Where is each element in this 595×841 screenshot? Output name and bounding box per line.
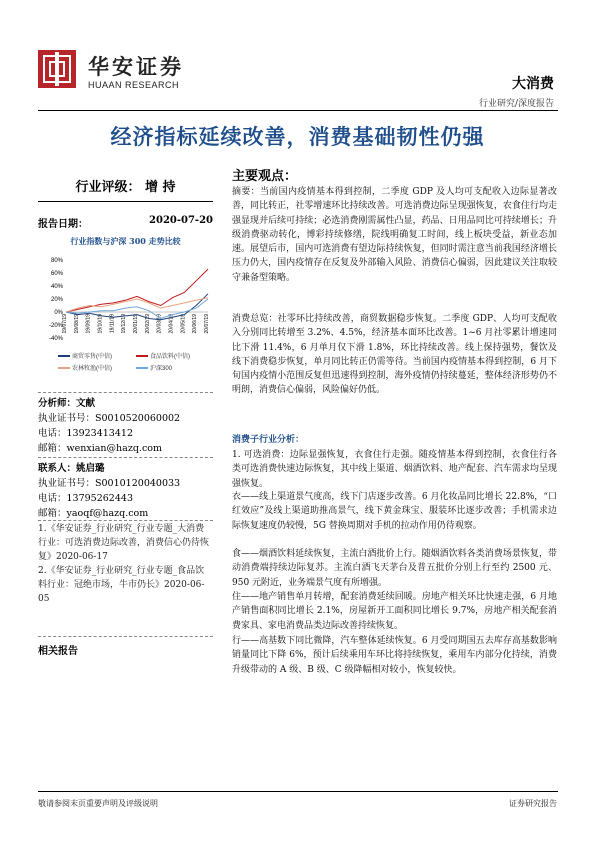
series-line (66, 298, 208, 312)
header-divider (38, 110, 558, 111)
legend-swatch (58, 355, 70, 357)
y-tick-label: -40% (48, 336, 63, 342)
subsector-title: 消费子行业分析： (232, 435, 305, 445)
section-divider (38, 457, 213, 458)
analyst-cert: 执业证书号：S0010520060002 (38, 413, 181, 424)
x-tick-label: 19/09/19 (85, 314, 92, 334)
report-date-value: 2020-07-20 (149, 215, 213, 226)
x-tick-label: 19/07/19 (62, 314, 68, 334)
legend-label: 沪深300 (150, 366, 173, 372)
footer-disclaimer[interactable]: 敬请参阅末页重要声明及评级说明 (38, 799, 158, 808)
related-title: 相关报告 (38, 646, 78, 657)
y-tick-label: 0% (54, 310, 63, 316)
legend-item (136, 363, 172, 372)
y-tick-label: 20% (50, 297, 63, 303)
report-date-row (38, 215, 213, 230)
analyst-block (38, 396, 213, 456)
x-tick-label: 20/07/19 (204, 314, 210, 334)
x-tick-label: 20/04/19 (168, 314, 175, 334)
housing-paragraph: 住——地产销售单月转增，配套消费延续回暖。房地产相关环比快速走强，6 月地产销售面积同比增长 2.1%，房屋新开工面积同比增长 9.7%，房地产相关配套消费家具、家电消费品类边际改善持续恢复。 (232, 592, 557, 631)
footer-divider (38, 791, 558, 792)
index-comparison-chart (38, 250, 213, 350)
x-tick-label: 20/03/19 (156, 314, 163, 334)
x-tick-label: 20/02/19 (144, 314, 151, 334)
related-report-item[interactable]: 2.《华安证券_行业研究_行业专题_食品饮料行业：冠绝市场，牛市仍长》2020-06-05 (38, 566, 205, 604)
section-divider (38, 392, 213, 393)
food-paragraph: 食——烟酒饮料延续恢复，主流白酒批价上行。随烟酒饮料各类消费场景恢复，带动消费端持续边际复苏。主流白酒飞天茅台及普五批价分别上行至约 2500 元、950 元附近，业务端景气度有所增强。 (232, 549, 557, 588)
transport-paragraph: 行——高基数下同比微降，汽车整体延续恢复。6 月受同期国五去库存高基数影响销量同比下降 6%，预计后续乘用车环比将持续恢复，乘用车内部分化持续，消费升级带动的 A 级、B 级、C 级降幅相对较小，恢复较快。 (232, 636, 557, 675)
abstract-paragraph: 摘要：当前国内疫情基本得到控制，二季度 GDP 及人均可支配收入边际显著改善，同比转正，社零增速环比持续改善。可选消费边际呈现强恢复，农食住行均走强显现并后续可持续；必选消费刚需属性凸显，药品、日用品同比可持续增长；升级消费驱动转化，博彩持续修缮，院线明确复工时间，线上板块受益，新业态加速。展望后市，国内可选消费有望边际持续恢复，但同时需注意当前我国经济增长压力仍大，国内疫情存在反复及外部输入风险、消费信心偏弱，因此建议关注取较守兼备型策略。 (232, 187, 557, 283)
x-tick-label: 20/01/19 (133, 314, 139, 334)
legend-label: 食品饮料(中信) (150, 354, 190, 360)
legend-swatch (136, 367, 148, 369)
brand-english: HUAAN RESEARCH (88, 80, 180, 90)
contact-name: 联系人：姚启璐 (38, 463, 105, 474)
contact-cert: 执业证书号：S0010120040033 (38, 478, 181, 489)
contact-phone: 电话：13795262443 (38, 493, 133, 504)
x-tick-label: 19/08/19 (73, 314, 80, 334)
legend-item (136, 351, 190, 360)
section-divider (38, 636, 213, 637)
legend-item (58, 363, 112, 372)
legend-label: 农林牧渔(中信) (72, 366, 112, 372)
chart-svg (38, 250, 213, 350)
sector-label: 大消费 (512, 76, 554, 92)
legend-swatch (136, 355, 148, 357)
contact-block (38, 461, 213, 521)
x-tick-label: 19/12/19 (121, 314, 128, 334)
y-tick-label: 80% (50, 258, 63, 264)
related-reports (38, 522, 213, 606)
section-title: 主要观点： (232, 169, 298, 184)
legend-item (58, 351, 112, 360)
report-date-label: 报告日期： (38, 219, 88, 230)
industry-rating: 行业评级： 增 持 (75, 180, 176, 195)
section-divider (38, 520, 213, 521)
x-tick-label: 19/11/19 (109, 314, 116, 334)
brand-name: 华安证券 (88, 54, 184, 79)
clothing-paragraph: 衣——线上渠道景气度高，线下门店逐步改善。6 月化妆品同比增长 22.8%，“口红效应”及线上渠道助推高景气，线下黄金珠宝、服装环比逐步改善；手机需求边际恢复速度仍较慢，5G 替换周期对手机的拉动作用仍待观察。 (232, 492, 557, 531)
footer-label: 证券研究报告 (509, 799, 557, 808)
related-report-item[interactable]: 1.《华安证券_行业研究_行业专题_大消费行业：可选消费边际改善，消费信心仍待恢复》2020-06-17 (38, 524, 210, 562)
y-tick-label: -20% (48, 323, 63, 329)
x-tick-label: 20/06/19 (192, 314, 199, 334)
huaan-logo (38, 50, 76, 88)
chart-title: 行业指数与沪深 300 走势比较 (70, 236, 181, 246)
analyst-email[interactable]: 邮箱：wenxian@hazq.com (38, 443, 162, 454)
legend-label: 商贸零售(中信) (72, 354, 112, 360)
overview-paragraph: 消费总览：社零环比持续改善，商贸数据稳步恢复。二季度 GDP、人均可支配收入分别同比转增至 3.2%、4.5%，经济基本面环比改善。1~6 月社零累计增速同比下滑 11.4%，6 月单月仅下滑 1.8%，环比持续改善。线上保持强势，餐饮及线下消费稳步恢复，单月同比转正仍需等待。当前国内疫情基本得到控制，6 月下旬国内疫情小范围反复但迅速得到控制，海外疫情仍持续蔓延，整体经济形势仍不明朗，消费信心偏弱，风险偏好仍低。 (232, 314, 557, 396)
legend-swatch (58, 367, 70, 369)
analyst-phone: 电话：13923413412 (38, 428, 133, 439)
x-tick-label: 20/05/19 (180, 314, 187, 334)
analyst-name: 分析师：文献 (38, 398, 96, 409)
report-type: 行业研究/深度报告 (478, 99, 554, 109)
subsector-paragraph-1: 1. 可选消费：边际显强恢复，衣食住行走强。随疫情基本得到控制，衣食住行各类可选消费快速边际恢复，其中线上渠道、烟酒饮料、地产配套、汽车需求均呈现强恢复。 (232, 450, 557, 489)
page-title: 经济指标延续改善，消费基础韧性仍强 (110, 124, 485, 149)
x-tick-label: 19/10/19 (97, 314, 104, 334)
y-tick-label: 60% (50, 271, 63, 277)
y-tick-label: 40% (50, 284, 63, 290)
report-header (38, 50, 558, 110)
rating-divider (38, 201, 213, 202)
contact-email[interactable]: 邮箱：yaoqf@hazq.com (38, 508, 149, 519)
